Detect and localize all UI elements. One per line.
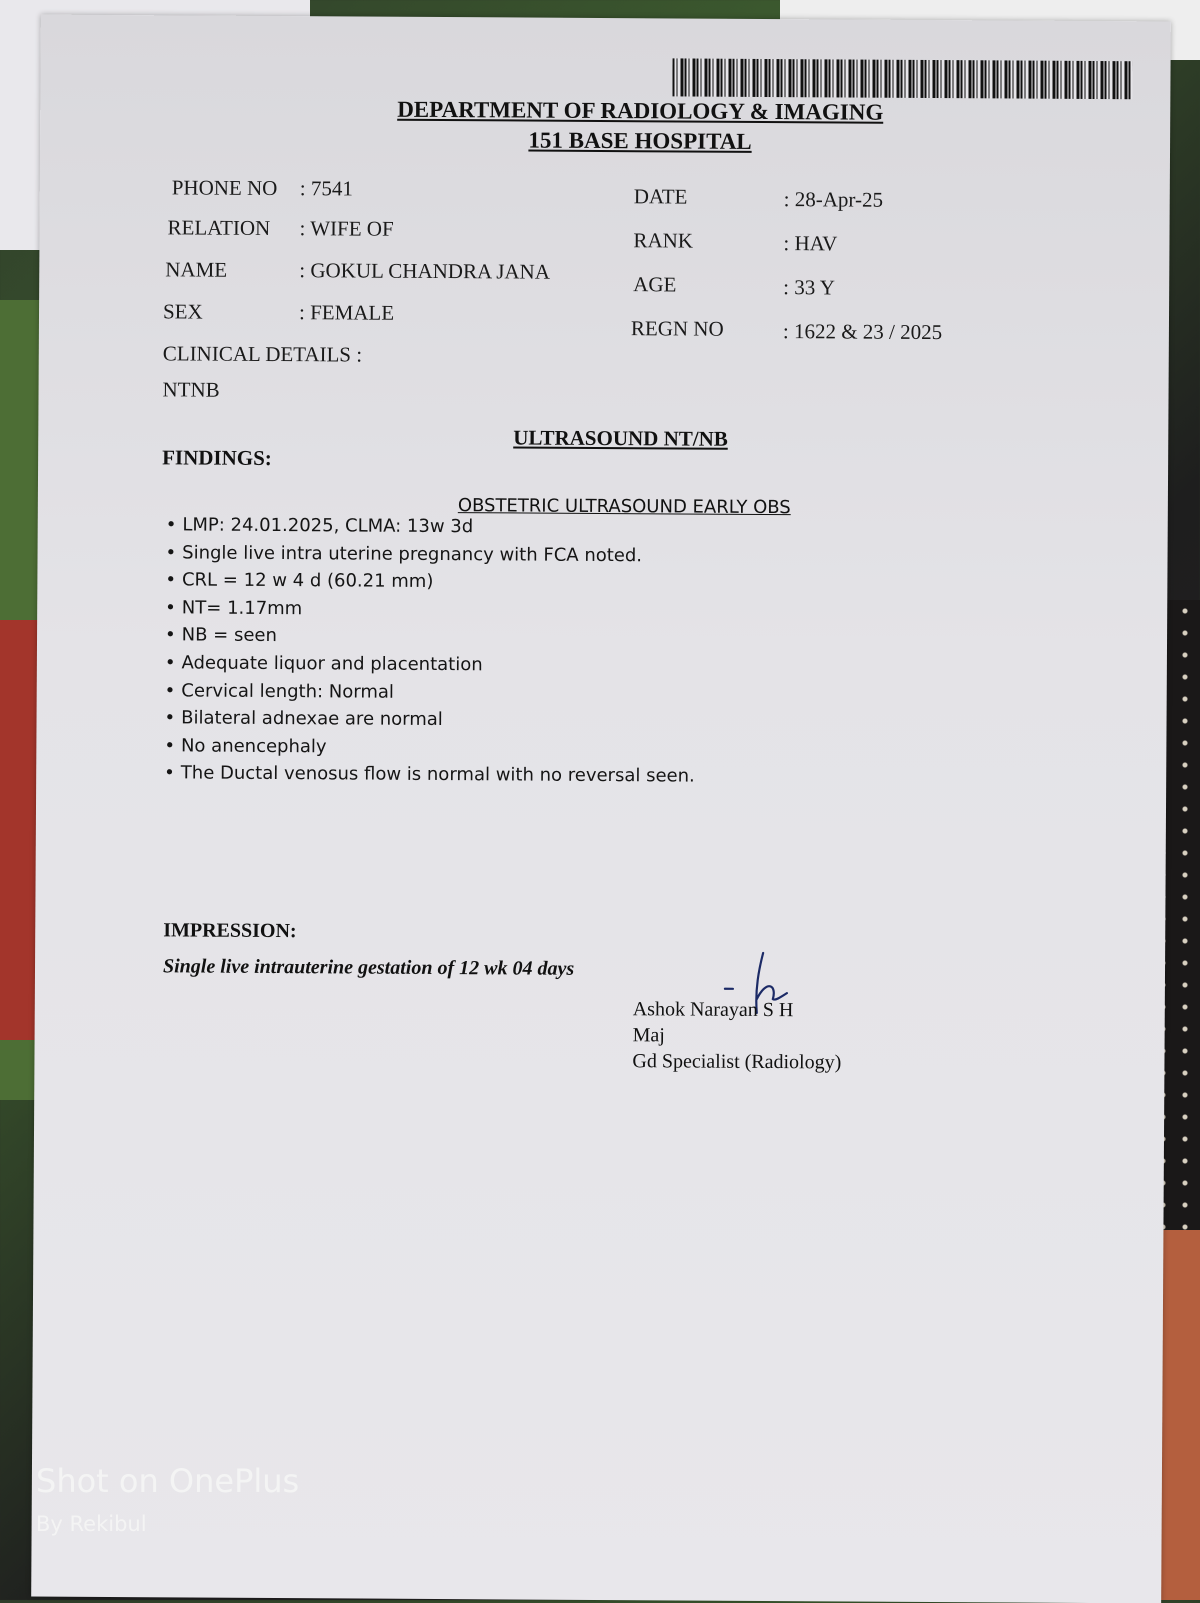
signatory-name: Ashok Narayan S H [632, 998, 794, 1022]
impression-heading: IMPRESSION: [163, 919, 297, 943]
signatory-rank: Maj [632, 1024, 665, 1047]
rank-value: : HAV [783, 231, 838, 256]
finding-item: • The Ductal venosus flow is normal with no reversal seen. [164, 760, 864, 792]
finding-item: • Bilateral adnexae are normal [164, 704, 864, 736]
finding-item: • Cervical length: Normal [165, 677, 865, 709]
report-title: ULTRASOUND NT/NB [513, 425, 728, 451]
rank-label: RANK [633, 228, 694, 253]
clinical-details-label: CLINICAL DETAILS : [162, 341, 363, 367]
department-title: DEPARTMENT OF RADIOLOGY & IMAGING [397, 96, 884, 125]
hospital-name: 151 BASE HOSPITAL [528, 127, 752, 154]
finding-item: • Adequate liquor and placentation [165, 649, 865, 681]
date-label: DATE [633, 184, 688, 209]
sex-value: : FEMALE [298, 300, 395, 325]
regn-label: REGN NO [630, 316, 724, 341]
barcode [672, 58, 1132, 99]
name-value: : GOKUL CHANDRA JANA [299, 258, 551, 284]
name-label: NAME [165, 257, 228, 282]
finding-item: • NT= 1.17mm [165, 594, 865, 626]
findings-list [164, 511, 866, 791]
clinical-details-value: NTNB [162, 377, 220, 402]
relation-value: : WIFE OF [299, 216, 394, 241]
finding-item: • LMP: 24.01.2025, CLMA: 13w 3d [166, 511, 866, 543]
finding-item: • NB = seen [165, 622, 865, 654]
age-label: AGE [633, 272, 677, 297]
finding-item: • No anencephaly [164, 732, 864, 764]
regn-value: : 1622 & 23 / 2025 [782, 319, 943, 345]
finding-item: • Single live intra uterine pregnancy with FCA noted. [165, 539, 865, 571]
phone-label: PHONE NO [171, 175, 278, 201]
relation-label: RELATION [167, 215, 271, 240]
impression-text: Single live intrauterine gestation of 12 wk 04 days [162, 955, 575, 980]
report-sheet [31, 15, 1171, 1603]
photographer-credit: By Rekibul [36, 1512, 147, 1536]
exam-subtitle: OBSTETRIC ULTRASOUND EARLY OBS [457, 495, 791, 519]
phone-value: : 7541 [299, 176, 353, 201]
finding-item: • CRL = 12 w 4 d (60.21 mm) [165, 567, 865, 599]
date-value: : 28-Apr-25 [783, 187, 884, 212]
sex-label: SEX [162, 299, 203, 324]
age-value: : 33 Y [783, 275, 835, 300]
findings-heading: FINDINGS: [162, 445, 272, 470]
signatory-designation: Gd Specialist (Radiology) [632, 1050, 842, 1074]
camera-watermark: Shot on OnePlus [36, 1462, 300, 1500]
